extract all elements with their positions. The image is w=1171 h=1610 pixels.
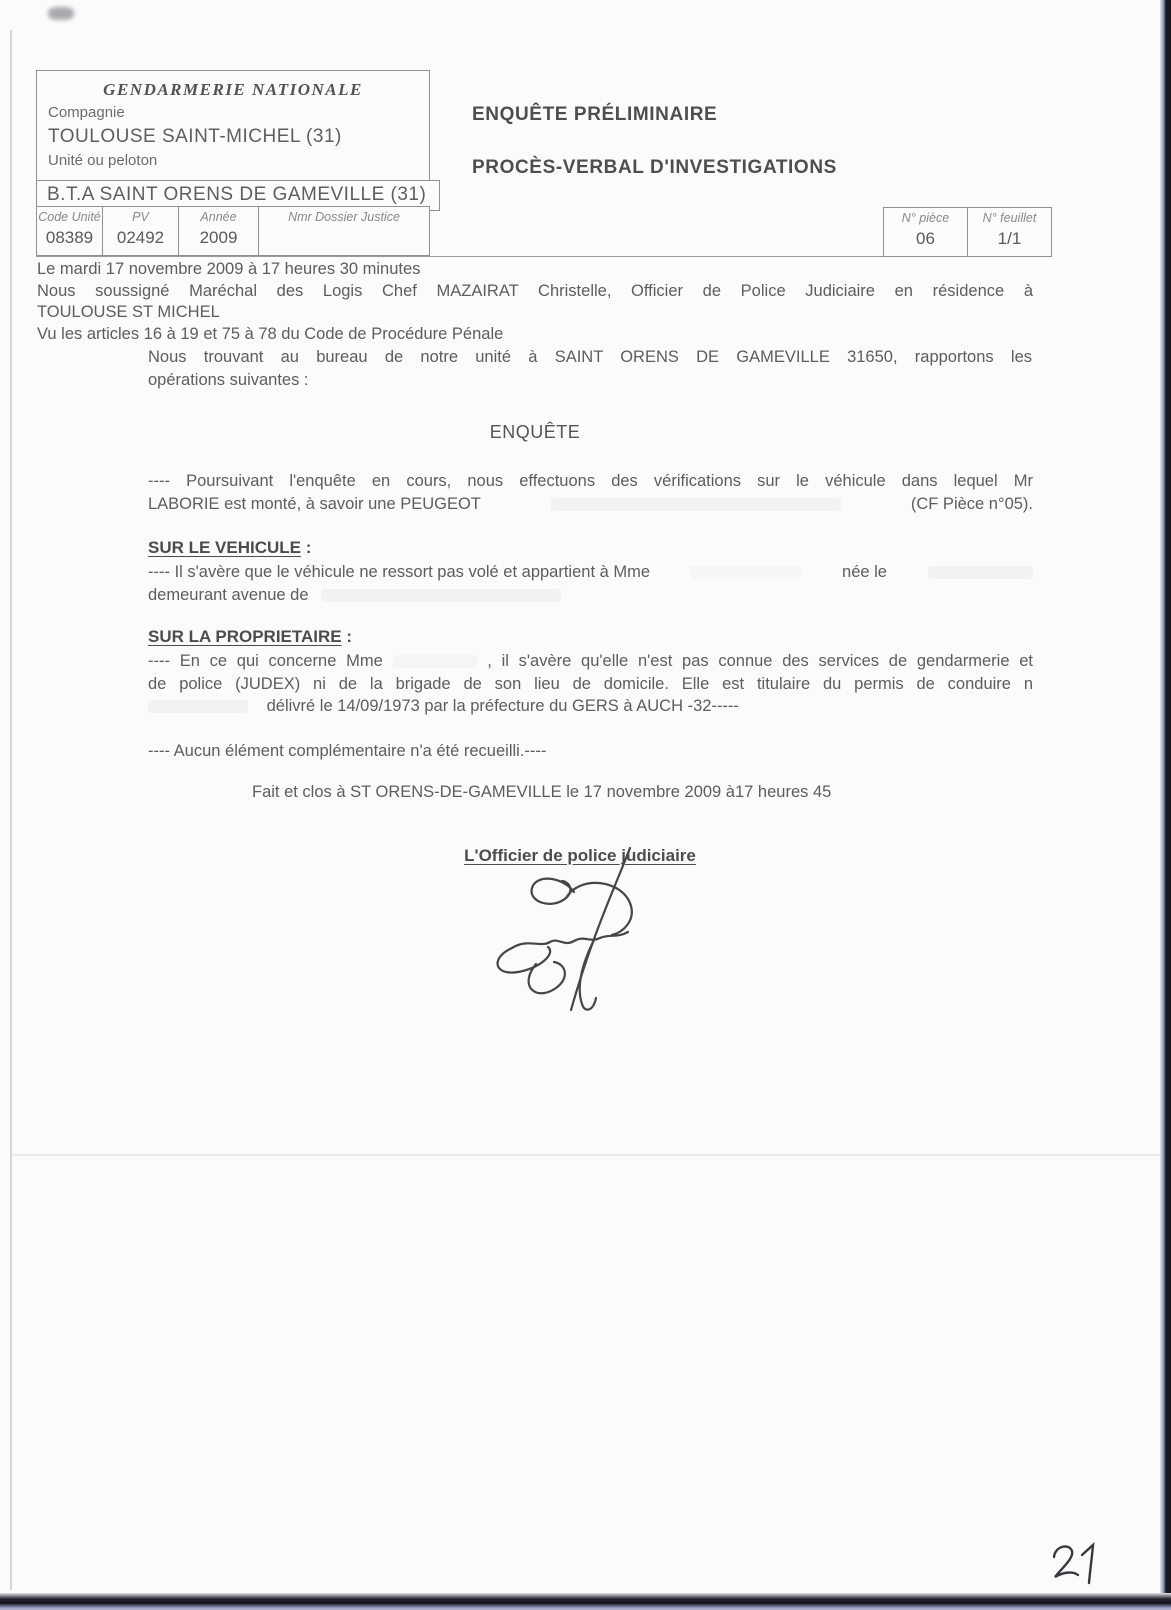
intro-line-bureau: Nous trouvant au bureau de notre unité à SAINT ORENS DE GAMEVILLE 31650, rapportons les xyxy=(148,348,1032,366)
table-cell-annee xyxy=(179,207,259,255)
section-heading-proprietaire: SUR LA PROPRIETAIRE : xyxy=(148,627,353,646)
table-cell-piece xyxy=(884,208,968,256)
redacted-area xyxy=(148,700,248,713)
vehicule-paragraph xyxy=(148,561,1033,607)
intro-indent-block xyxy=(148,346,1032,392)
cell-value: 08389 xyxy=(45,228,94,247)
intro-line-articles: Vu les articles 16 à 19 et 75 à 78 du Code de Procédure Pénale xyxy=(37,324,504,343)
column-header: Nmr Dossier Justice xyxy=(288,210,400,224)
redacted-area xyxy=(321,589,561,602)
redacted-area xyxy=(393,655,478,668)
reference-table xyxy=(36,206,430,256)
doc-title-enquete-preliminaire: ENQUÊTE PRÉLIMINAIRE xyxy=(472,104,718,125)
proprietaire-line2: de police (JUDEX) ni de la brigade de son lieu de domicile. Elle est titulaire du permis de conduire n xyxy=(148,674,1033,693)
column-header: Année xyxy=(200,210,237,224)
proprietaire-paragraph xyxy=(148,650,1033,718)
compagnie-label: Compagnie xyxy=(48,104,125,121)
column-header: Code Unité xyxy=(38,210,101,224)
table-cell-dossier-justice xyxy=(259,207,429,255)
intro-line-officer: Nous soussigné Maréchal des Logis Chef MAZAIRAT Christelle, Officier de Police Judiciaire en résidence à xyxy=(37,281,1033,300)
intro-block xyxy=(37,259,1033,345)
scan-edge-right xyxy=(1160,0,1171,1610)
column-header: N° pièce xyxy=(901,211,950,225)
redacted-area xyxy=(551,498,841,511)
proprietaire-line1: ---- En ce qui concerne Mme , il s'avère qu'elle n'est pas connue des services de gendarmerie et xyxy=(148,652,1033,670)
scan-edge-left xyxy=(10,30,12,1590)
piece-feuillet-table xyxy=(883,207,1052,257)
redacted-area xyxy=(928,566,1033,579)
signature xyxy=(478,840,668,1020)
table-cell-code-unite xyxy=(37,207,103,255)
intro-line-residence: TOULOUSE ST MICHEL xyxy=(37,303,220,321)
enquete-line2-right: (CF Pièce n°05). xyxy=(910,495,1033,513)
unite-value: B.T.A SAINT ORENS DE GAMEVILLE (31) xyxy=(36,180,440,211)
unit-header-box xyxy=(36,70,430,181)
proprietaire-line3: délivré le 14/09/1973 par la préfecture du GERS à AUCH -32----- xyxy=(148,695,1033,718)
cell-value: 1/1 xyxy=(997,229,1022,248)
vehicule-line1-left: ---- Il s'avère que le véhicule ne ressort pas volé et appartient à Mme xyxy=(148,563,651,581)
cell-value: 2009 xyxy=(199,228,238,247)
doc-title-proces-verbal: PROCÈS-VERBAL D'INVESTIGATIONS xyxy=(472,157,837,178)
unite-label: Unité ou peloton xyxy=(48,152,158,169)
officer-title: L'Officier de police judiciaire xyxy=(464,846,696,865)
cell-value: 06 xyxy=(916,229,935,248)
section-heading-enquete: ENQUÊTE xyxy=(489,422,581,442)
intro-line-date: Le mardi 17 novembre 2009 à 17 heures 30 minutes xyxy=(37,260,421,278)
cell-value: 02492 xyxy=(116,228,165,247)
redacted-area xyxy=(691,566,801,579)
table-cell-pv xyxy=(103,207,179,255)
intro-line-operations: opérations suivantes : xyxy=(148,371,309,389)
scan-edge-bottom xyxy=(0,1593,1171,1610)
enquete-line2-left: LABORIE est monté, à savoir une PEUGEOT xyxy=(148,495,481,513)
vehicule-line1-nee-le: née le xyxy=(842,563,887,581)
vehicule-line2: demeurant avenue de xyxy=(148,584,1033,607)
org-title: GENDARMERIE NATIONALE xyxy=(103,80,363,99)
handwritten-page-number xyxy=(1048,1541,1104,1589)
enquete-paragraph xyxy=(148,470,1033,516)
column-header: PV xyxy=(132,210,149,224)
column-header: N° feuillet xyxy=(982,211,1037,225)
table-cell-feuillet xyxy=(968,208,1051,256)
scan-artifact-line xyxy=(12,1154,1160,1156)
section-heading-vehicule: SUR LE VEHICULE : xyxy=(148,538,312,557)
compagnie-value: TOULOUSE SAINT-MICHEL (31) xyxy=(48,126,342,147)
scan-smudge-mark xyxy=(48,7,74,20)
fait-et-clos-line: Fait et clos à ST ORENS-DE-GAMEVILLE le 17 novembre 2009 à17 heures 45 xyxy=(252,783,832,801)
closing-line: ---- Aucun élément complémentaire n'a été recueilli.---- xyxy=(148,742,547,760)
enquete-line1: ---- Poursuivant l'enquête en cours, nous effectuons des vérifications sur le véhicule dans lequel Mr xyxy=(148,472,1033,490)
